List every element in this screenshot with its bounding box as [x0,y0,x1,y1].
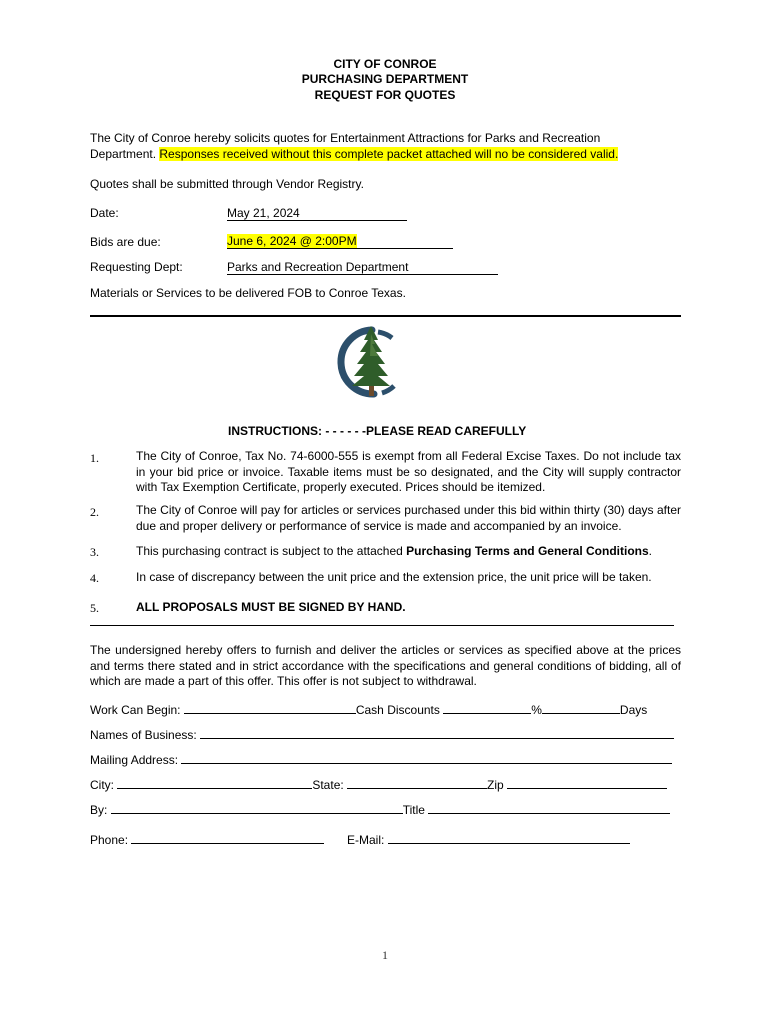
city-row [90,776,667,792]
intro-line2-start: Department. [90,147,160,161]
item-3-text-post: . [648,544,652,558]
instructions-title: INSTRUCTIONS: - - - - - -PLEASE READ CAREFULLY [228,424,527,438]
item-2-text: The City of Conroe will pay for articles or services purchased under this bid within thirty (30) days after due and proper delivery or performance of service is made and accompanied by an invoice. [136,503,681,533]
zip-label: Zip [487,778,504,792]
item-1-number: 1. [90,451,99,465]
date-field [227,206,407,221]
due-value: June 6, 2024 @ 2:00PM [227,234,357,248]
phone-field[interactable] [131,831,324,844]
item-5-text: ALL PROPOSALS MUST BE SIGNED BY HAND. [136,600,406,614]
business-field[interactable] [200,726,674,739]
header-request-title: REQUEST FOR QUOTES [314,88,456,102]
title-field[interactable] [428,801,670,814]
business-label: Names of Business: [90,728,197,742]
email-label: E-Mail: [347,833,385,847]
section-divider [90,315,681,317]
title-label: Title [402,803,425,817]
dept-label: Requesting Dept: [90,260,183,274]
vendor-note: Quotes shall be submitted through Vendor Registry. [90,177,364,191]
state-label: State: [312,778,344,792]
due-label: Bids are due: [90,235,161,249]
item-3-text [136,544,652,558]
item-3-number: 3. [90,545,99,559]
city-label: City: [90,778,114,792]
work-begin-label: Work Can Begin: [90,703,181,717]
work-begin-row [90,701,647,717]
cash-discount-percent-field[interactable] [443,701,531,714]
city-of-conroe-pine-tree-logo-icon [334,324,408,400]
item-4-text: In case of discrepancy between the unit price and the extension price, the unit price will be taken. [136,570,652,584]
zip-field[interactable] [507,776,667,789]
item-3-text-pre: This purchasing contract is subject to the attached [136,544,407,558]
date-label: Date: [90,206,119,220]
dept-field [227,260,498,275]
by-label: By: [90,803,108,817]
mailing-row [90,751,672,767]
mailing-label: Mailing Address: [90,753,179,767]
cash-discounts-label: Cash Discounts [355,703,440,717]
by-row [90,801,670,817]
item-1-text: The City of Conroe, Tax No. 74-6000-555 is exempt from all Federal Excise Taxes. Do not include tax in your bid price or invoice. Taxable items must be so designated, and the City will supply contractor with Tax Exemption Certificate, properly executed. Prices should be itemized. [136,449,681,494]
intro-line2 [90,147,618,161]
item-4-number: 4. [90,571,99,585]
item-3-text-bold: Purchasing Terms and General Conditions [406,544,649,558]
item-5-number: 5. [90,601,99,615]
email-field[interactable] [388,831,630,844]
dept-value: Parks and Recreation Department [227,260,409,274]
by-field[interactable] [111,801,403,814]
days-label: Days [619,703,648,717]
email-row [347,831,630,847]
business-row [90,726,674,742]
percent-label: % [531,703,542,717]
state-field[interactable] [347,776,487,789]
offer-paragraph: The undersigned hereby offers to furnish and deliver the articles or services as specified above at the prices and terms there stated and in strict accordance with the specifications and general conditions of bidding, all of which are made a part of this offer. This offer is not subject to withdrawal. [90,643,681,688]
item-2-number: 2. [90,505,99,519]
cash-discount-days-field[interactable] [542,701,620,714]
header-city: CITY OF CONROE [333,57,437,71]
mailing-field[interactable] [181,751,672,764]
phone-row [90,831,324,847]
phone-label: Phone: [90,833,129,847]
page-number: 1 [382,948,388,962]
date-value: May 21, 2024 [227,206,300,220]
signature-divider [90,625,674,626]
work-begin-field[interactable] [184,701,356,714]
intro-line1: The City of Conroe hereby solicits quotes for Entertainment Attractions for Parks and Recreation [90,131,601,145]
due-field [227,234,453,249]
intro-highlight: Responses received without this complete packet attached will no be considered valid. [159,147,619,161]
header-department: PURCHASING DEPARTMENT [301,72,469,86]
city-field[interactable] [117,776,312,789]
fob-note: Materials or Services to be delivered FOB to Conroe Texas. [90,286,406,300]
